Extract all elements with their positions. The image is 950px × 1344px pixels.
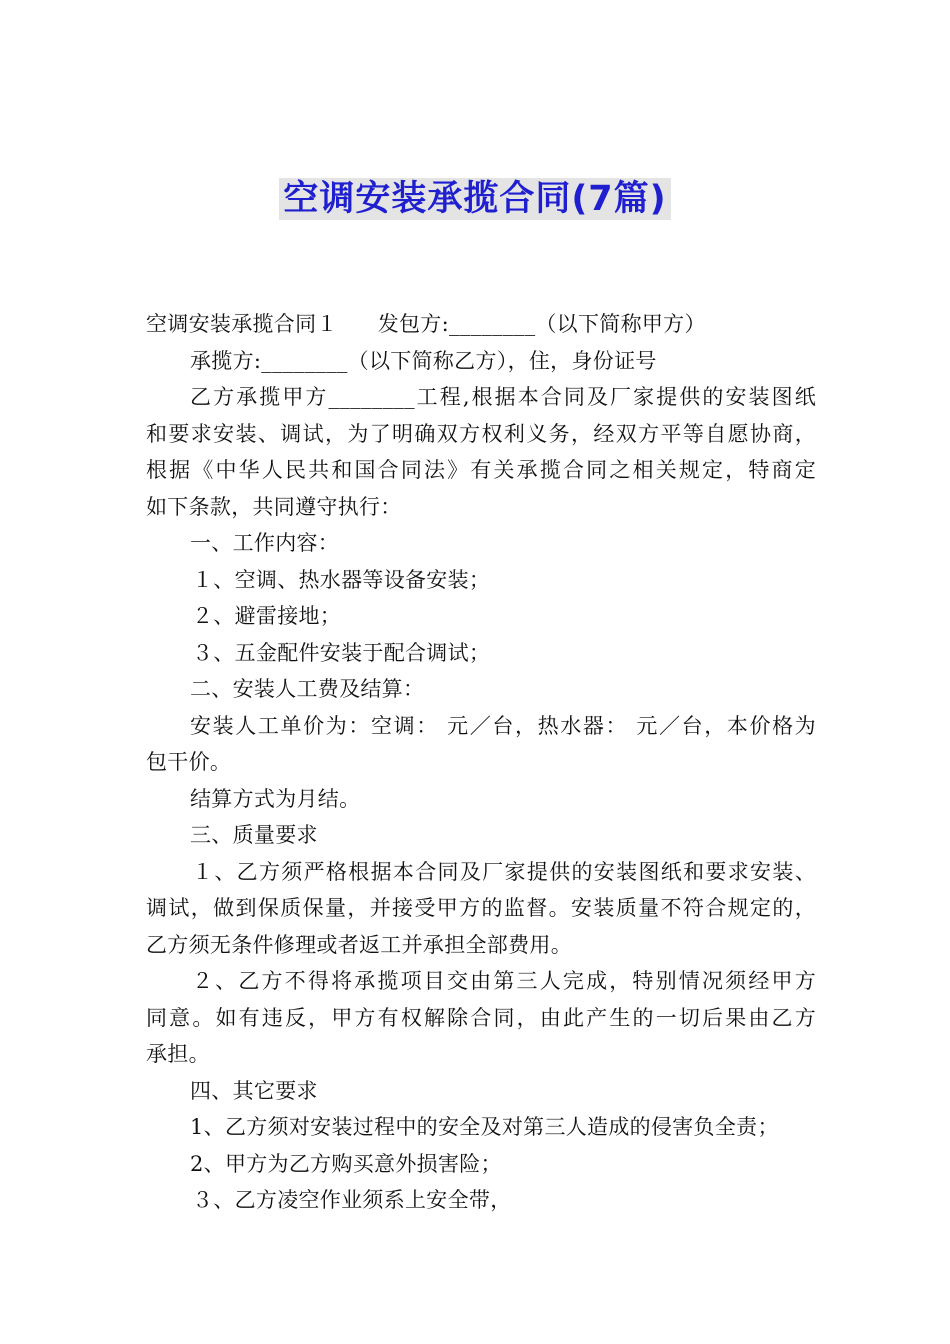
paragraph-line: １、乙方须严格根据本合同及厂家提供的安装图纸和要求安装、 bbox=[192, 859, 816, 884]
section-heading: 三、质量要求 bbox=[190, 823, 318, 847]
list-item: ３、五金配件安装于配合调试； bbox=[192, 640, 491, 665]
paragraph-line bbox=[146, 306, 816, 343]
list-item: 1、乙方须对安装过程中的安全及对第三人造成的侵害负全责； bbox=[190, 1115, 779, 1139]
section-heading: 二、安装人工费及结算： bbox=[190, 677, 425, 701]
list-item: 2、甲方为乙方购买意外损害险； bbox=[190, 1151, 502, 1176]
paragraph-line: ２、乙方不得将承揽项目交由第三人完成，特别情况须经甲方 bbox=[192, 969, 816, 993]
list-item: ２、避雷接地； bbox=[192, 604, 342, 628]
contractor-line: 承揽方:________（以下简称乙方），住，身份证号 bbox=[190, 348, 657, 373]
employer-line: 发包方:________（以下简称甲方） bbox=[377, 312, 706, 336]
paragraph-line: 乙方须无条件修理或者返工并承担全部费用。 bbox=[146, 932, 572, 957]
title-container bbox=[0, 178, 950, 220]
paragraph-line: 乙方承揽甲方________工程,根据本合同及厂家提供的安装图纸 bbox=[190, 385, 816, 409]
paragraph-line: 调试，做到保质保量，并接受甲方的监督。安装质量不符合规定的， bbox=[146, 896, 816, 920]
paragraph-line: 和要求安装、调试，为了明确双方权利义务，经双方平等自愿协商， bbox=[146, 421, 816, 446]
document-body bbox=[146, 306, 816, 1219]
paragraph-line: 结算方式为月结。 bbox=[190, 786, 361, 811]
paragraph-line: 同意。如有违反，甲方有权解除合同，由此产生的一切后果由乙方 bbox=[146, 1005, 816, 1030]
paragraph-line: 安装人工单价为：空调： 元／台，热水器： 元／台，本价格为 bbox=[190, 713, 816, 738]
paragraph-line: 根据《中华人民共和国合同法》有关承揽合同之相关规定，特商定 bbox=[146, 458, 816, 482]
list-item: １、空调、热水器等设备安装； bbox=[192, 567, 491, 592]
paragraph-line: 承担。 bbox=[146, 1042, 210, 1066]
contract-number: 空调安装承揽合同１ bbox=[146, 312, 338, 336]
paragraph-line: 包干价。 bbox=[146, 750, 232, 774]
section-heading: 四、其它要求 bbox=[190, 1078, 318, 1103]
document-title: 空调安装承揽合同(7篇) bbox=[279, 178, 670, 220]
list-item: ３、乙方凌空作业须系上安全带， bbox=[192, 1188, 512, 1212]
section-heading: 一、工作内容： bbox=[190, 531, 340, 555]
paragraph-line: 如下条款，共同遵守执行： bbox=[146, 494, 402, 519]
